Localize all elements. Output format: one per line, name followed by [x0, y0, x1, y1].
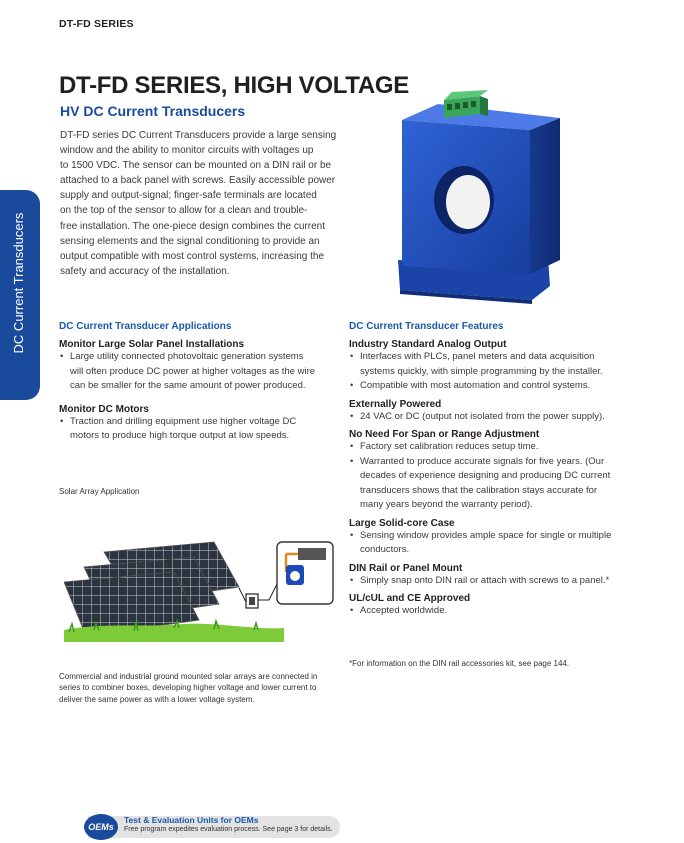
list-item: • Warranted to produce accurate signals for five years. (Our decades of experience designing and producing DC current transducers shows that the calibration stays accurate for many years beyond the warranty period).	[350, 455, 611, 510]
feature-bullets	[349, 529, 649, 558]
feature-title: No Need For Span or Range Adjustment	[349, 429, 540, 440]
feature-title: Large Solid-core Case	[349, 517, 455, 529]
applications-heading: DC Current Transducer Applications	[59, 321, 232, 332]
page-title: DT-FD SERIES, HIGH VOLTAGE	[59, 72, 409, 99]
feature-bullets	[349, 604, 649, 619]
application-title: Monitor DC Motors	[59, 403, 149, 415]
intro-line: supply and output-signal; finger-safe terminals are located	[60, 190, 317, 202]
oem-text: Free program expedites evaluation process. See page 3 for details.	[124, 826, 333, 833]
intro-line: safety and accuracy of the installation.	[60, 265, 230, 277]
list-item: • Compatible with most automation and control systems.	[350, 380, 591, 391]
feature-bullets	[349, 410, 649, 425]
intro-line: output compatible with most control systems, increasing the	[60, 250, 325, 262]
intro-line: window and the ability to monitor circuits with voltages up	[60, 145, 314, 157]
feature-bullets	[349, 350, 649, 394]
transducer-product-image	[380, 90, 565, 308]
solar-array-illustration	[64, 532, 336, 642]
intro-paragraph	[60, 128, 338, 279]
footnote: *For information on the DIN rail accessories kit, see page 144.	[349, 659, 570, 668]
list-item: • Large utility connected photovoltaic generation systems will often produce DC power at higher voltages as the wire can be smaller for the same amount of power produced.	[60, 351, 316, 391]
applications-section	[59, 321, 344, 444]
list-item: • Simply snap onto DIN rail or attach with screws to a panel.*	[350, 574, 610, 586]
intro-line: attached to a back panel with screws. Easily accessible power	[60, 175, 336, 187]
oem-badge: OEMs	[84, 814, 118, 840]
list-item: • Traction and drilling equipment use higher voltage DC motors to produce high torque output at low speeds.	[60, 415, 297, 441]
application-title: Monitor Large Solar Panel Installations	[59, 339, 245, 350]
page-subtitle: HV DC Current Transducers	[60, 103, 246, 119]
list-item: • Sensing window provides ample space for single or multiple conductors.	[350, 529, 612, 555]
intro-line: DT-FD series DC Current Transducers provide a large sensing	[60, 130, 337, 141]
intro-line: on the top of the sensor to allow for a clean and trouble-	[60, 205, 308, 217]
series-tag: DT-FD SERIES	[59, 18, 134, 30]
list-item: • Interfaces with PLCs, panel meters and data acquisition systems quickly, with simple programming by the installer.	[350, 351, 603, 377]
feature-title: UL/cUL and CE Approved	[349, 593, 471, 604]
feature-title: Externally Powered	[349, 398, 442, 410]
intro-line: sensing elements and the signal conditioning to provide an	[60, 235, 320, 247]
application-bullets	[59, 350, 344, 394]
features-section	[349, 321, 649, 619]
solar-array-caption: Commercial and industrial ground mounted solar arrays are connected in series to combiner boxes, developing higher voltage and lower current to deliver the same power as with a lower voltage system.	[59, 672, 318, 704]
list-item: • Accepted worldwide.	[350, 605, 448, 616]
side-tab-label: DC Current Transducers	[11, 212, 26, 354]
intro-line: free installation. The one-piece design combines the current	[60, 220, 325, 232]
feature-bullets	[349, 440, 649, 513]
feature-title: DIN Rail or Panel Mount	[349, 562, 463, 574]
solar-array-label: Solar Array Application	[59, 487, 140, 496]
list-item: • Factory set calibration reduces setup time.	[350, 441, 539, 452]
list-item: • 24 VAC or DC (output not isolated from the power supply).	[350, 410, 605, 422]
application-bullets	[59, 415, 344, 444]
intro-line: to 1500 VDC. The sensor can be mounted on a DIN rail or be	[60, 160, 332, 172]
features-heading: DC Current Transducer Features	[349, 321, 504, 332]
side-tab	[0, 190, 40, 400]
feature-title: Industry Standard Analog Output	[349, 339, 507, 350]
feature-bullets	[349, 574, 649, 589]
oem-title: Test & Evaluation Units for OEMs	[124, 815, 259, 825]
